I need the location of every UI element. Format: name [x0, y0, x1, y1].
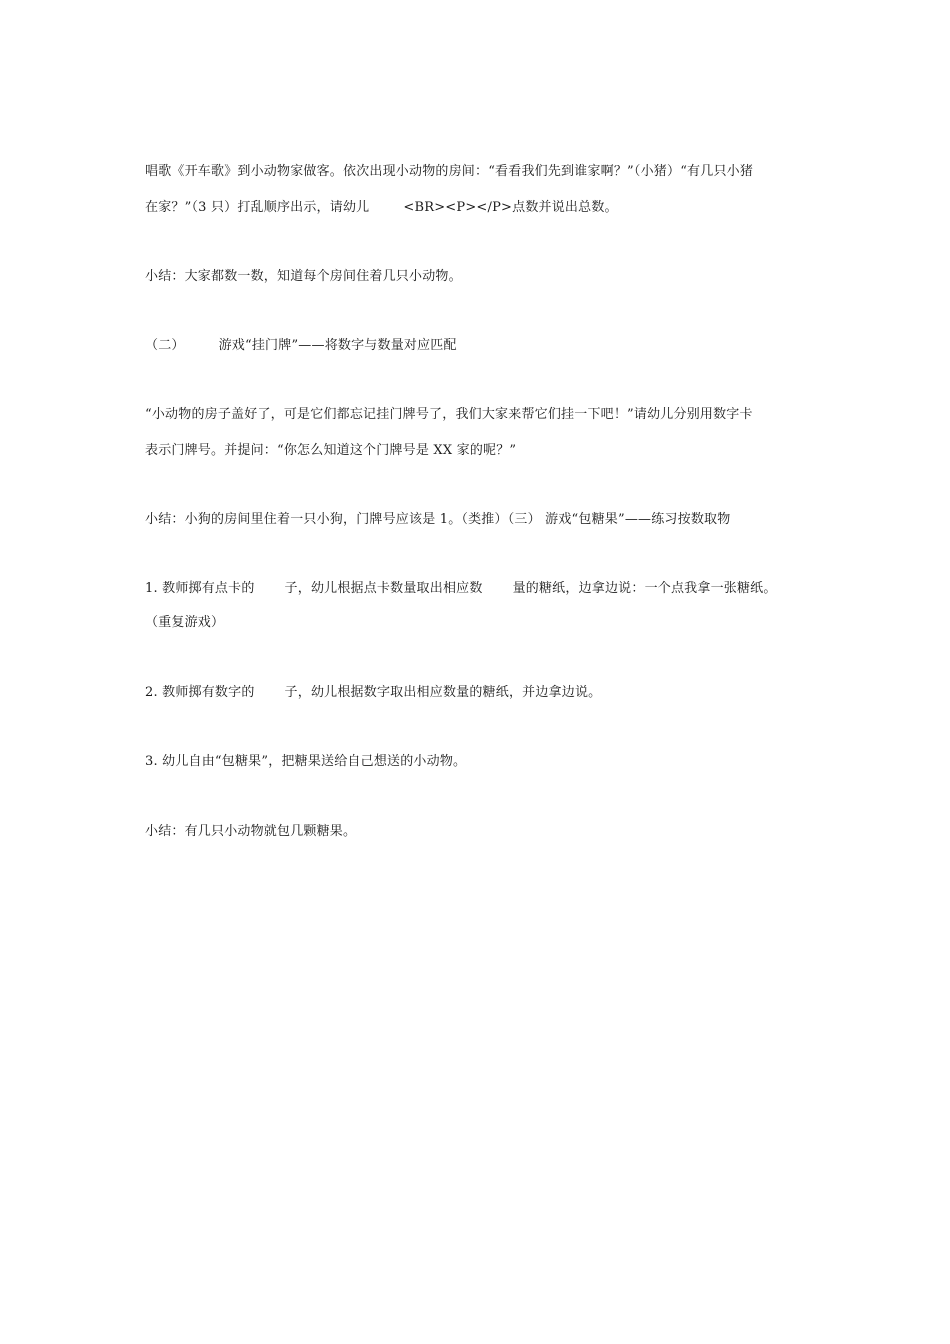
- list-item-2-part-a: 2. 教师掷有数字的: [145, 685, 255, 700]
- paragraph-2-line-2: 表示门牌号。并提问：“你怎么知道这个门牌号是 XX 家的呢？”: [145, 443, 517, 458]
- list-item-1-part-b: 子，幼儿根据点卡数量取出相应数: [284, 581, 483, 596]
- summary-2: 小结：小狗的房间里住着一只小狗，门牌号应该是 1。（类推）（三） 游戏“包糖果”——练习按数取物: [145, 512, 731, 527]
- paragraph-2-line-1: “小动物的房子盖好了，可是它们都忘记挂门牌号了，我们大家来帮它们挂一下吧！”请幼儿分别用数字卡: [145, 407, 753, 422]
- paragraph-1-line-1: 唱歌《开车歌》到小动物家做客。依次出现小动物的房间：“看看我们先到谁家啊？”（小猪）“有几只小猪: [145, 164, 754, 179]
- list-item-3: 3. 幼儿自由“包糖果”，把糖果送给自己想送的小动物。: [145, 754, 467, 769]
- list-item-1-line-2: （重复游戏）: [145, 615, 225, 630]
- paragraph-1-line-2: [145, 199, 810, 217]
- list-item-1-part-a: 1. 教师掷有点卡的: [145, 581, 255, 596]
- summary-1: 小结：大家都数一数，知道每个房间住着几只小动物。: [145, 269, 462, 284]
- list-item-1-line-1: [145, 580, 810, 598]
- paragraph-1-line-2-tail: <BR><P></P>点数并说出总数。: [403, 200, 618, 215]
- section-heading-2-number: （二）: [145, 338, 185, 353]
- list-item-2: [145, 684, 810, 702]
- summary-3: 小结：有几只小动物就包几颗糖果。: [145, 824, 357, 839]
- list-item-2-part-b: 子，幼儿根据数字取出相应数量的糖纸，并边拿边说。: [284, 685, 602, 700]
- section-heading-2: [145, 337, 810, 355]
- section-heading-2-title: 游戏“挂门牌”——将数字与数量对应匹配: [218, 338, 457, 353]
- paragraph-1-line-2-text: 在家？”（3 只）打乱顺序出示，请幼儿: [145, 200, 370, 215]
- list-item-1-part-c: 量的糖纸，边拿边说：一个点我拿一张糖纸。: [512, 581, 777, 596]
